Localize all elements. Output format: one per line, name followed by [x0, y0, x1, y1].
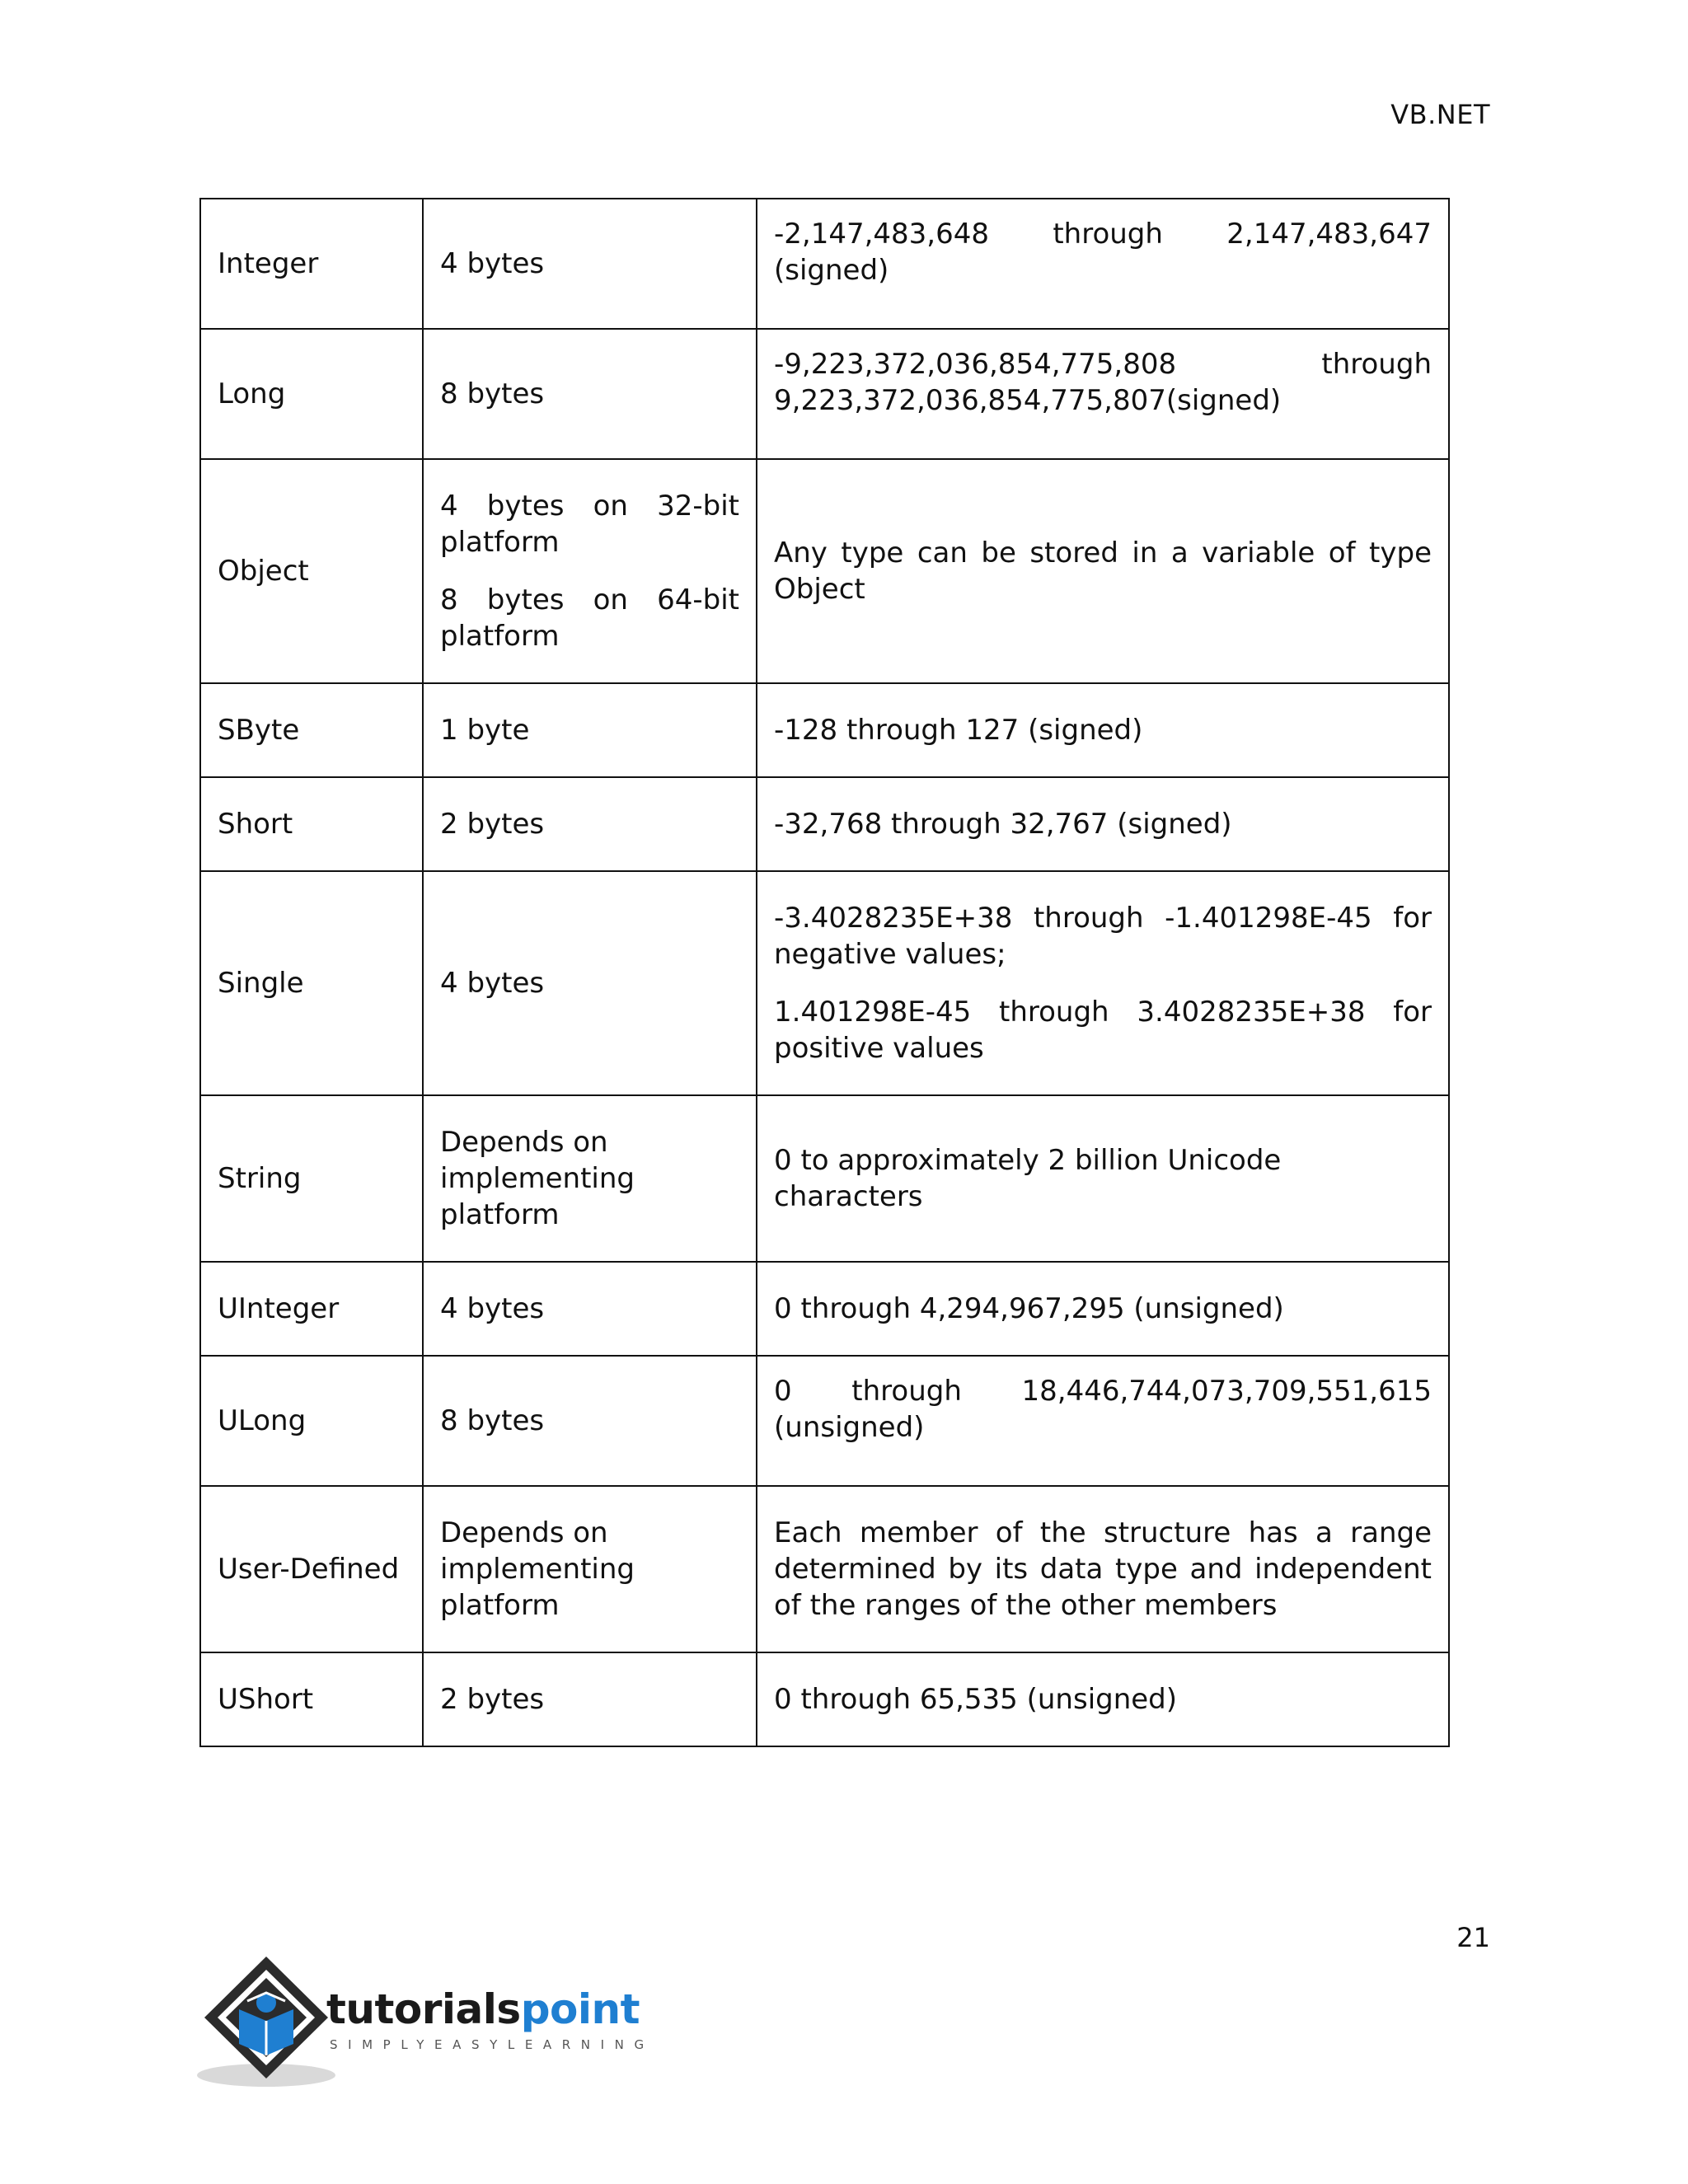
- storage-cell: [423, 777, 757, 871]
- table-row: [200, 1095, 1449, 1262]
- type-cell: Long: [200, 329, 423, 459]
- table-row: [200, 1486, 1449, 1652]
- logo-emblem-icon: [196, 1952, 336, 2092]
- range-cell: [757, 199, 1449, 329]
- range-cell: [757, 1356, 1449, 1486]
- type-cell: Integer: [200, 199, 423, 329]
- storage-cell: [423, 871, 757, 1095]
- range-text: 0 through 4,294,967,295 (unsigned): [774, 1292, 1284, 1325]
- range-cell: [757, 1486, 1449, 1652]
- storage-text: 2 bytes: [440, 1683, 545, 1716]
- type-cell: String: [200, 1095, 423, 1262]
- storage-cell: [423, 1262, 757, 1356]
- range-text: -9,223,372,036,854,775,808 through 9,223,372,036,854,775,807(signed): [774, 348, 1432, 417]
- storage-text: 8 bytes on 64-bit platform: [440, 583, 739, 653]
- storage-text: 4 bytes: [440, 247, 545, 280]
- range-cell: [757, 459, 1449, 683]
- storage-text: 8 bytes: [440, 377, 545, 410]
- storage-cell: [423, 329, 757, 459]
- storage-text: 4 bytes: [440, 967, 545, 1000]
- type-cell: SByte: [200, 683, 423, 777]
- data-type-table: [199, 198, 1450, 1747]
- table-row: [200, 683, 1449, 777]
- table-row: [200, 1262, 1449, 1356]
- logo-word-point: point: [520, 1985, 640, 2033]
- range-text: -2,147,483,648 through 2,147,483,647 (signed): [774, 218, 1432, 287]
- range-text: 0 to approximately 2 billion Unicode characters: [774, 1144, 1282, 1213]
- type-cell: Short: [200, 777, 423, 871]
- range-cell: [757, 777, 1449, 871]
- range-cell: [757, 1652, 1449, 1746]
- storage-cell: [423, 1652, 757, 1746]
- storage-text: 8 bytes: [440, 1404, 545, 1437]
- range-cell: [757, 329, 1449, 459]
- storage-text: 4 bytes: [440, 1292, 545, 1325]
- storage-cell: [423, 683, 757, 777]
- type-cell: ULong: [200, 1356, 423, 1486]
- table-row: [200, 329, 1449, 459]
- range-text: 0 through 65,535 (unsigned): [774, 1683, 1178, 1716]
- table-row: [200, 459, 1449, 683]
- storage-cell: [423, 1486, 757, 1652]
- storage-text: 2 bytes: [440, 808, 545, 841]
- storage-text: 4 bytes on 32-bit platform: [440, 490, 739, 559]
- type-cell: Object: [200, 459, 423, 683]
- type-cell: UInteger: [200, 1262, 423, 1356]
- range-cell: [757, 871, 1449, 1095]
- type-cell: UShort: [200, 1652, 423, 1746]
- storage-cell: [423, 1095, 757, 1262]
- storage-cell: [423, 1356, 757, 1486]
- table-row: [200, 871, 1449, 1095]
- table-row: [200, 199, 1449, 329]
- storage-cell: [423, 459, 757, 683]
- range-text: Any type can be stored in a variable of type Object: [774, 537, 1432, 606]
- page-header-title: VB.NET: [1390, 99, 1490, 130]
- table-row: [200, 1652, 1449, 1746]
- storage-text: Depends on implementing platform: [440, 1126, 635, 1231]
- range-text: -32,768 through 32,767 (signed): [774, 808, 1232, 841]
- table-row: [200, 777, 1449, 871]
- range-text: 0 through 18,446,744,073,709,551,615 (unsigned): [774, 1375, 1432, 1444]
- range-text: Each member of the structure has a range determined by its data type and independent of the ranges of the other members: [774, 1516, 1432, 1622]
- range-cell: [757, 683, 1449, 777]
- range-text: -128 through 127 (signed): [774, 714, 1143, 747]
- logo-wordmark: [326, 1986, 640, 2032]
- range-text: 1.401298E-45 through 3.4028235E+38 for positive values: [774, 996, 1432, 1065]
- logo-word-tutorials: tutorials: [326, 1985, 521, 2033]
- range-text: -3.4028235E+38 through -1.401298E-45 for negative values;: [774, 902, 1432, 971]
- table-row: [200, 1356, 1449, 1486]
- storage-text: Depends on implementing platform: [440, 1516, 635, 1622]
- range-cell: [757, 1262, 1449, 1356]
- page-number: 21: [1456, 1922, 1490, 1953]
- type-cell: Single: [200, 871, 423, 1095]
- logo-tagline: SIMPLYEASYLEARNING: [330, 2037, 654, 2052]
- range-cell: [757, 1095, 1449, 1262]
- storage-text: 1 byte: [440, 714, 530, 747]
- tutorialspoint-logo: [196, 1952, 658, 2092]
- storage-cell: [423, 199, 757, 329]
- type-cell: User-Defined: [200, 1486, 423, 1652]
